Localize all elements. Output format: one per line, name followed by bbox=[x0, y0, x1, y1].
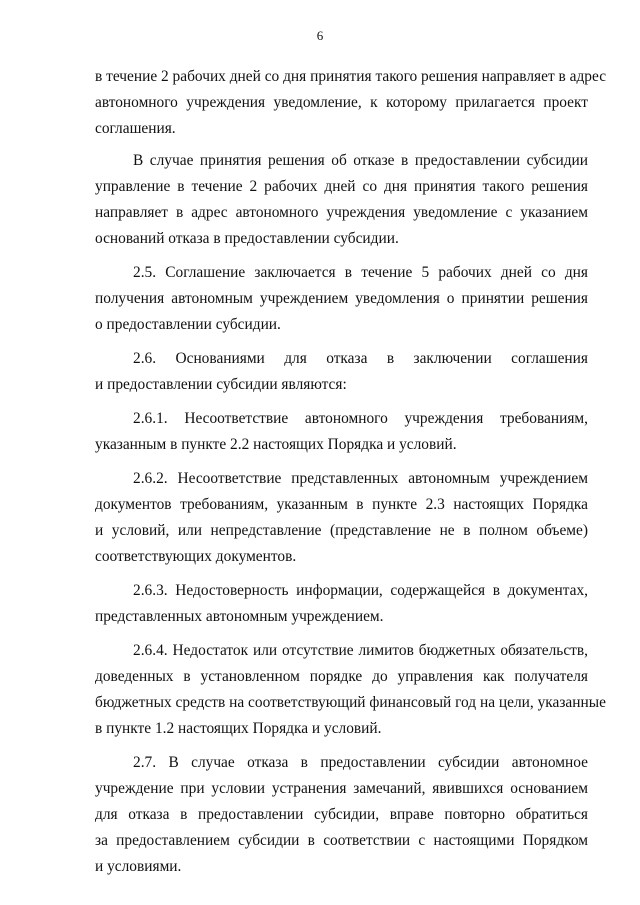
text-line: 2.7. В случае отказа в предоставлении субсидии автономное bbox=[133, 754, 588, 771]
clause-2-5 bbox=[95, 260, 588, 338]
text-line: В случае принятия решения об отказе в предоставлении субсидии bbox=[133, 152, 588, 169]
text-line: указанным в пункте 2.2 настоящих Порядка и условий. bbox=[95, 436, 457, 453]
text-line: автономного учреждения уведомление, к которому прилагается проект bbox=[95, 94, 588, 111]
text-line: 2.6.3. Недостоверность информации, содержащейся в документах, bbox=[133, 582, 588, 599]
text-line: в течение 2 рабочих дней со дня принятия такого решения направляет в адрес bbox=[95, 68, 607, 85]
text-line: доведенных в установленном порядке до управления как получателя bbox=[95, 668, 588, 685]
text-line: получения автономным учреждением уведомления о принятии решения bbox=[95, 290, 588, 307]
clause-2-6-3 bbox=[95, 578, 588, 630]
text-line: соответствующих документов. bbox=[95, 548, 297, 565]
clause-2-6-1 bbox=[95, 406, 588, 458]
text-line: оснований отказа в предоставлении субсидии. bbox=[95, 230, 399, 247]
text-line: 2.6.1. Несоответствие автономного учреждения требованиям, bbox=[133, 410, 588, 427]
text-line: 2.5. Соглашение заключается в течение 5 рабочих дней со дня bbox=[133, 264, 588, 281]
clause-2-6-2 bbox=[95, 466, 588, 570]
text-line: для отказа в предоставлении субсидии, вправе повторно обратиться bbox=[95, 806, 588, 823]
clause-2-6-4 bbox=[95, 638, 606, 742]
text-line: и условий, или непредставление (представление не в полном объеме) bbox=[95, 522, 588, 539]
clause-2-7 bbox=[95, 750, 588, 880]
text-line: соглашения. bbox=[95, 120, 176, 137]
text-line: в пункте 1.2 настоящих Порядка и условий. bbox=[95, 720, 382, 737]
text-line: 2.6. Основаниями для отказа в заключении соглашения bbox=[133, 350, 588, 367]
text-line: учреждение при условии устранения замечаний, явившихся основанием bbox=[95, 780, 588, 797]
text-line: 2.6.4. Недостаток или отсутствие лимитов бюджетных обязательств, bbox=[133, 642, 588, 659]
text-line: представленных автономным учреждением. bbox=[95, 608, 384, 625]
text-line: бюджетных средств на соответствующий финансовый год на цели, указанные bbox=[95, 694, 606, 711]
text-line: за предоставлением субсидии в соответствии с настоящими Порядком bbox=[95, 832, 588, 849]
paragraph-refusal-notice bbox=[95, 148, 588, 252]
text-line: документов требованиям, указанным в пункте 2.3 настоящих Порядка bbox=[95, 496, 588, 513]
page-number: 6 bbox=[316, 28, 324, 43]
text-line: направляет в адрес автономного учреждения уведомление с указанием bbox=[95, 204, 588, 221]
text-line: 2.6.2. Несоответствие представленных автономным учреждением bbox=[133, 470, 588, 487]
text-line: и условиями. bbox=[95, 858, 182, 875]
document-body bbox=[95, 64, 607, 880]
text-line: управление в течение 2 рабочих дней со дня принятия такого решения bbox=[95, 178, 588, 195]
paragraph-notification-continuation bbox=[95, 64, 607, 142]
text-line: и предоставлении субсидии являются: bbox=[95, 376, 347, 393]
text-line: о предоставлении субсидии. bbox=[95, 316, 281, 333]
clause-2-6 bbox=[95, 346, 588, 398]
